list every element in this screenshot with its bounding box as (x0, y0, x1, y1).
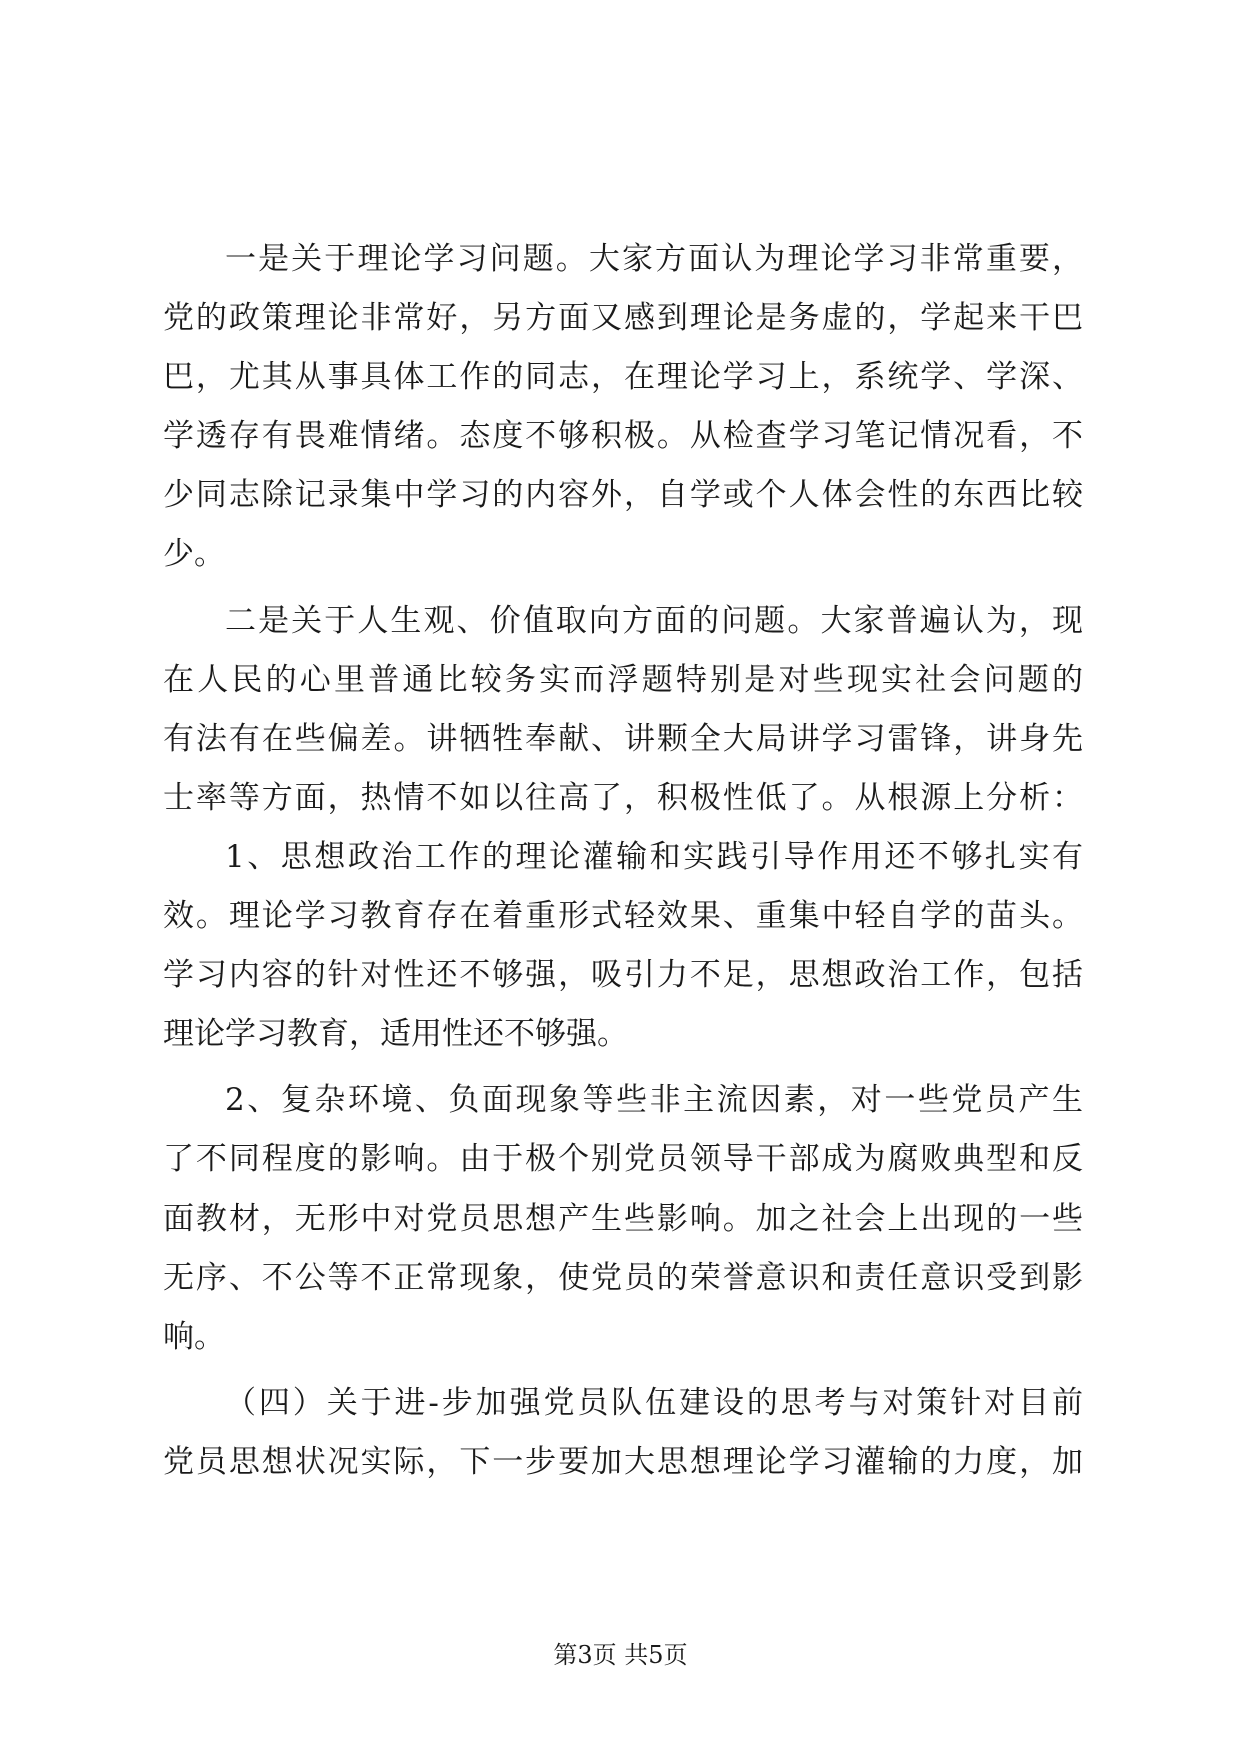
text-line: （四）关于进-步加强党员队伍建设的思考与对策针对目前 (225, 1384, 1083, 1421)
text-line: 巴，尤其从事具体工作的同志，在理论学习上，系统学、学深、 (163, 359, 1083, 396)
text-line: 学习内容的针对性还不够强，吸引力不足，思想政治工作，包括 (163, 957, 1083, 994)
text-line: 2、复杂环境、负面现象等些非主流因素，对一些党员产生 (225, 1082, 1083, 1119)
text-line: 学透存有畏难情绪。态度不够积极。从检查学习笔记情况看，不 (163, 418, 1083, 455)
text-line: 了不同程度的影响。由于极个别党员领导干部成为腐败典型和反 (163, 1141, 1083, 1178)
text-line: 1、思想政治工作的理论灌输和实践引导作用还不够扎实有 (225, 838, 1083, 875)
text-line: 一是关于理论学习问题。大家方面认为理论学习非常重要， (225, 241, 1083, 277)
text-line: 效。理论学习教育存在着重形式轻效果、重集中轻自学的苗头。 (163, 898, 1083, 935)
text-line: 少。 (163, 536, 225, 573)
text-line: 士率等方面，热情不如以往高了，积极性低了。从根源上分析： (163, 779, 1083, 816)
text-line: 无序、不公等不正常现象，使党员的荣誉意识和责任意识受到影 (163, 1259, 1083, 1296)
text-line: 有法有在些偏差。讲牺牲奉献、讲颗全大局讲学习雷锋，讲身先 (163, 720, 1083, 757)
text-line: 响。 (163, 1318, 225, 1355)
text-line: 理论学习教育，适用性还不够强。 (163, 1016, 628, 1053)
text-line: 党员思想状况实际，下一步要加大思想理论学习灌输的力度，加 (163, 1443, 1083, 1480)
text-line: 在人民的心里普通比较务实而浮题特别是对些现实社会问题的 (163, 661, 1083, 698)
text-line: 党的政策理论非常好，另方面又感到理论是务虚的，学起来干巴 (163, 300, 1083, 337)
document-body (163, 230, 1083, 1492)
page-number-footer: 第3页 共5页 (553, 1641, 688, 1669)
text-line: 少同志除记录集中学习的内容外，自学或个人体会性的东西比较 (163, 477, 1083, 514)
text-line: 二是关于人生观、价值取向方面的问题。大家普遍认为，现 (225, 602, 1083, 639)
text-line: 面教材，无形中对党员思想产生些影响。加之社会上出现的一些 (163, 1200, 1083, 1237)
